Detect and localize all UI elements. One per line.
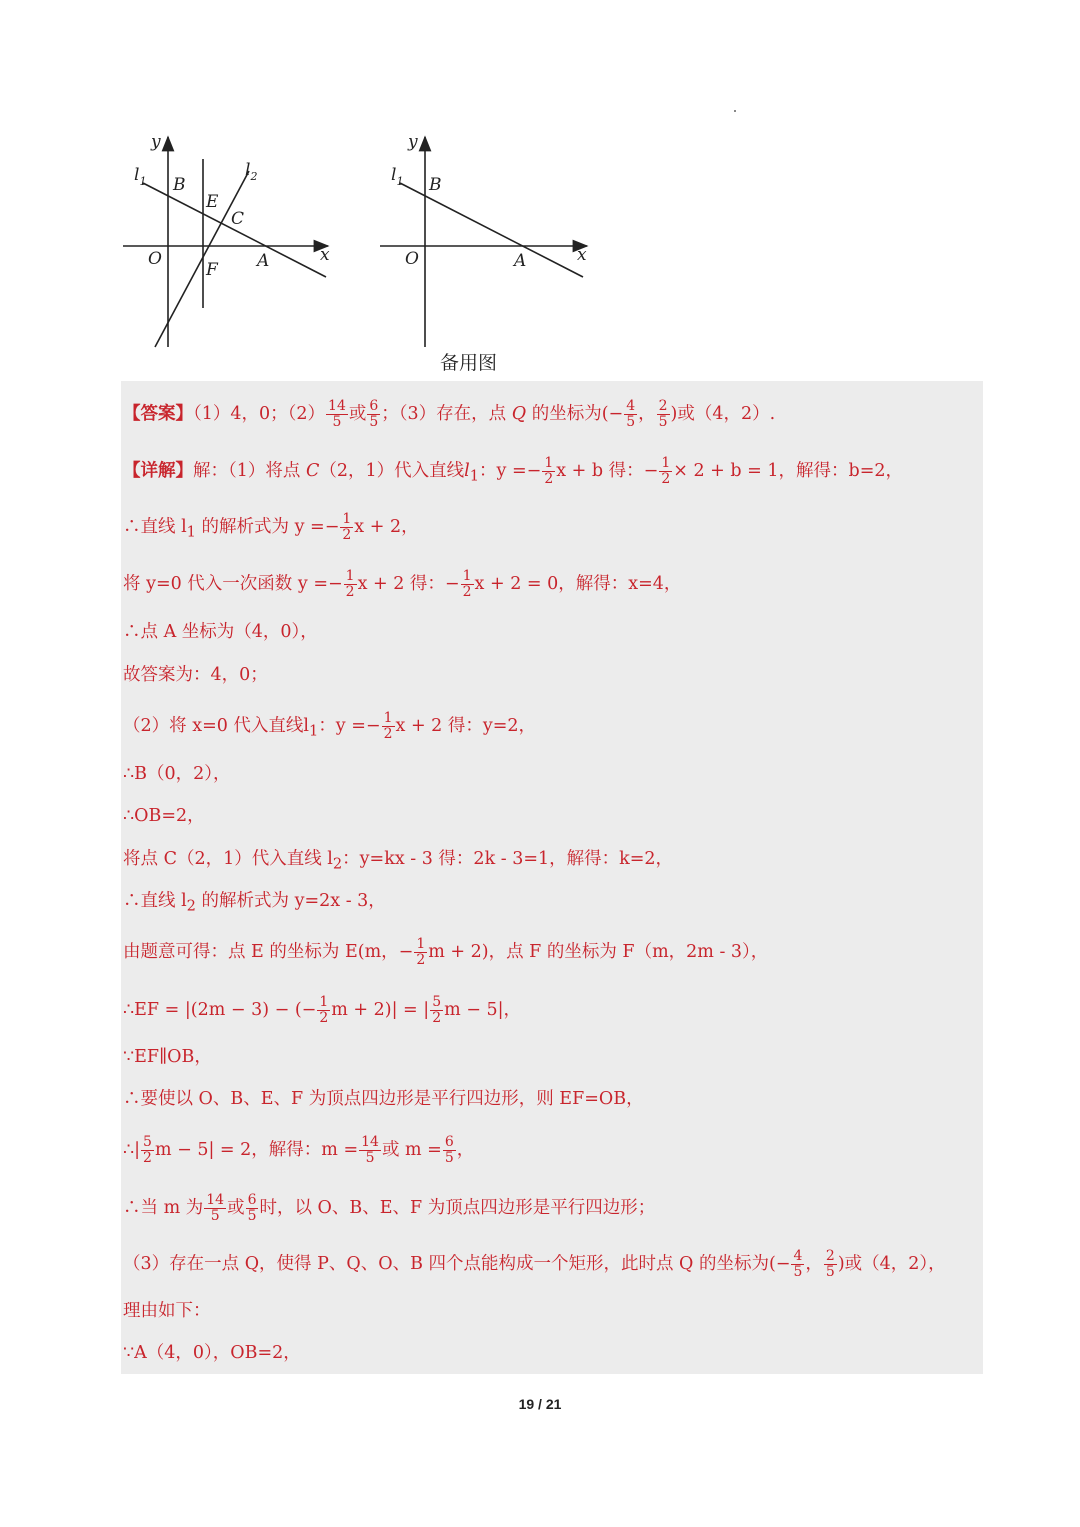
solution-line-16: ∴| $\frac{5}{2}$ m − 5| = 2，解得：m = $\frac{14}{5}$ 或 m = $\frac{6}{5}$ ，	[123, 1134, 475, 1166]
fig1-label-A: A	[257, 251, 270, 271]
fraction: $\frac{14}{5}$	[206, 1192, 225, 1224]
fig1-label-F: F	[206, 260, 218, 280]
fig1-line-l2	[155, 171, 249, 347]
fraction: $\frac{1}{2}$	[661, 455, 671, 487]
fraction: $\frac{5}{2}$	[143, 1134, 152, 1166]
solution-line-3: ∴直线 $l_1$ 的解析式为 y =− $\frac{1}{2}$ x + 2，	[123, 511, 419, 543]
fig1-label-l2: $l_2$	[245, 160, 258, 183]
solution-line-10: 将点 C（2，1）代入直线 $l_2$：y=kx - 3 得：2k - 3=1，解得：k=2，	[123, 849, 674, 873]
coordinate-figures	[115, 125, 595, 380]
fraction: $\frac{1}{2}$	[544, 455, 554, 487]
fig1-label-C: C	[231, 209, 245, 229]
solution-line-5: ∴点 A 坐标为（4，0），	[123, 622, 318, 642]
fig1-label-y: y	[151, 132, 161, 152]
figure-caption: 备用图	[440, 352, 498, 374]
page-number: 19 / 21	[518, 1396, 562, 1412]
fraction: $\frac{4}{5}$	[793, 1248, 803, 1280]
fig1-label-E: E	[206, 192, 219, 212]
fig1-label-x: x	[320, 245, 330, 265]
fraction: $\frac{1}{2}$	[342, 511, 352, 543]
solution-line-11: ∴直线 $l_2$ 的解析式为 y=2x - 3，	[123, 891, 386, 915]
figures	[115, 125, 595, 380]
fraction: $\frac{2}{5}$	[658, 398, 668, 430]
fraction: $\frac{5}{2}$	[432, 994, 442, 1026]
solution-line-6: 故答案为：4，0；	[123, 665, 268, 685]
fraction: $\frac{1}{2}$	[416, 936, 426, 968]
solution-line-2: 【详解】解：（1）将点 C（2，1）代入直线$l_1$：y =− $\frac{1}{2}$ x + b 得：− $\frac{1}{2}$ × 2 + b = 1，解得：b=2，	[123, 455, 904, 487]
fig1-label-O: O	[148, 249, 162, 269]
stray-mark	[734, 110, 736, 112]
solution-line-8: ∴B（0，2），	[123, 764, 231, 784]
solution-line-7: （2）将 x=0 代入直线$l_1$：y =− $\frac{1}{2}$ x + 2 得：y=2，	[123, 710, 537, 742]
fig2-line-l1	[400, 183, 583, 277]
fig2-label-l1: $l_1$	[391, 165, 404, 188]
fraction: $\frac{1}{2}$	[462, 568, 472, 600]
fraction: $\frac{14}{5}$	[361, 1134, 379, 1166]
solution-line-13: ∴EF = |(2m − 3) − (− $\frac{1}{2}$ m + 2)| = | $\frac{5}{2}$ m − 5|，	[123, 994, 522, 1026]
fraction: $\frac{1}{2}$	[345, 568, 355, 600]
fraction: $\frac{1}{2}$	[319, 994, 329, 1026]
solution-line-17: ∴当 m 为 $\frac{14}{5}$ 或 $\frac{6}{5}$ 时，以 O、B、E、F 为顶点四边形是平行四边形；	[123, 1192, 656, 1224]
fig2-label-O: O	[405, 249, 419, 269]
fig1-label-l1: $l_1$	[134, 165, 147, 188]
solution-line-19: 理由如下：	[123, 1301, 211, 1321]
solution-line-20: ∵A（4，0），OB=2，	[123, 1343, 301, 1363]
solution-line-14: ∵EF∥OB，	[123, 1047, 212, 1067]
fraction: $\frac{2}{5}$	[825, 1248, 835, 1280]
answer-tag: 【答案】	[123, 404, 193, 424]
fraction: $\frac{1}{2}$	[383, 710, 393, 742]
fraction: $\frac{14}{5}$	[328, 398, 346, 430]
detail-tag: 【详解】	[123, 461, 193, 481]
solution-line-4: 将 y=0 代入一次函数 y =− $\frac{1}{2}$ x + 2 得：− $\frac{1}{2}$ x + 2 = 0，解得：x=4，	[123, 568, 682, 600]
answer-line: 【答案】（1）4，0；（2） $\frac{14}{5}$ 或 $\frac{6}{5}$ ；（3）存在，点 Q 的坐标为(− $\frac{4}{5}$ ， $\frac{2}{5}$ )或（4，2）.	[123, 398, 776, 430]
fraction: $\frac{6}{5}$	[369, 398, 379, 430]
fig2-label-y: y	[408, 132, 418, 152]
solution-line-18: （3）存在一点 Q，使得 P、Q、O、B 四个点能构成一个矩形，此时点 Q 的坐标为(− $\frac{4}{5}$ ， $\frac{2}{5}$ )或（4，2），	[123, 1248, 946, 1280]
solution-line-9: ∴OB=2，	[123, 806, 205, 826]
solution-line-15: ∴要使以 O、B、E、F 为顶点四边形是平行四边形，则 EF=OB，	[123, 1089, 644, 1109]
fraction: $\frac{4}{5}$	[626, 398, 636, 430]
solution-line-12: 由题意可得：点 E 的坐标为 E(m，− $\frac{1}{2}$ m + 2)，点 F 的坐标为 F（m，2m - 3），	[123, 936, 769, 968]
fig1-label-B: B	[173, 175, 186, 195]
fig2-label-B: B	[429, 175, 442, 195]
fig2-label-x: x	[577, 245, 587, 265]
fraction: $\frac{6}{5}$	[247, 1192, 257, 1224]
fig2-label-A: A	[514, 251, 527, 271]
fraction: $\frac{6}{5}$	[444, 1134, 454, 1166]
